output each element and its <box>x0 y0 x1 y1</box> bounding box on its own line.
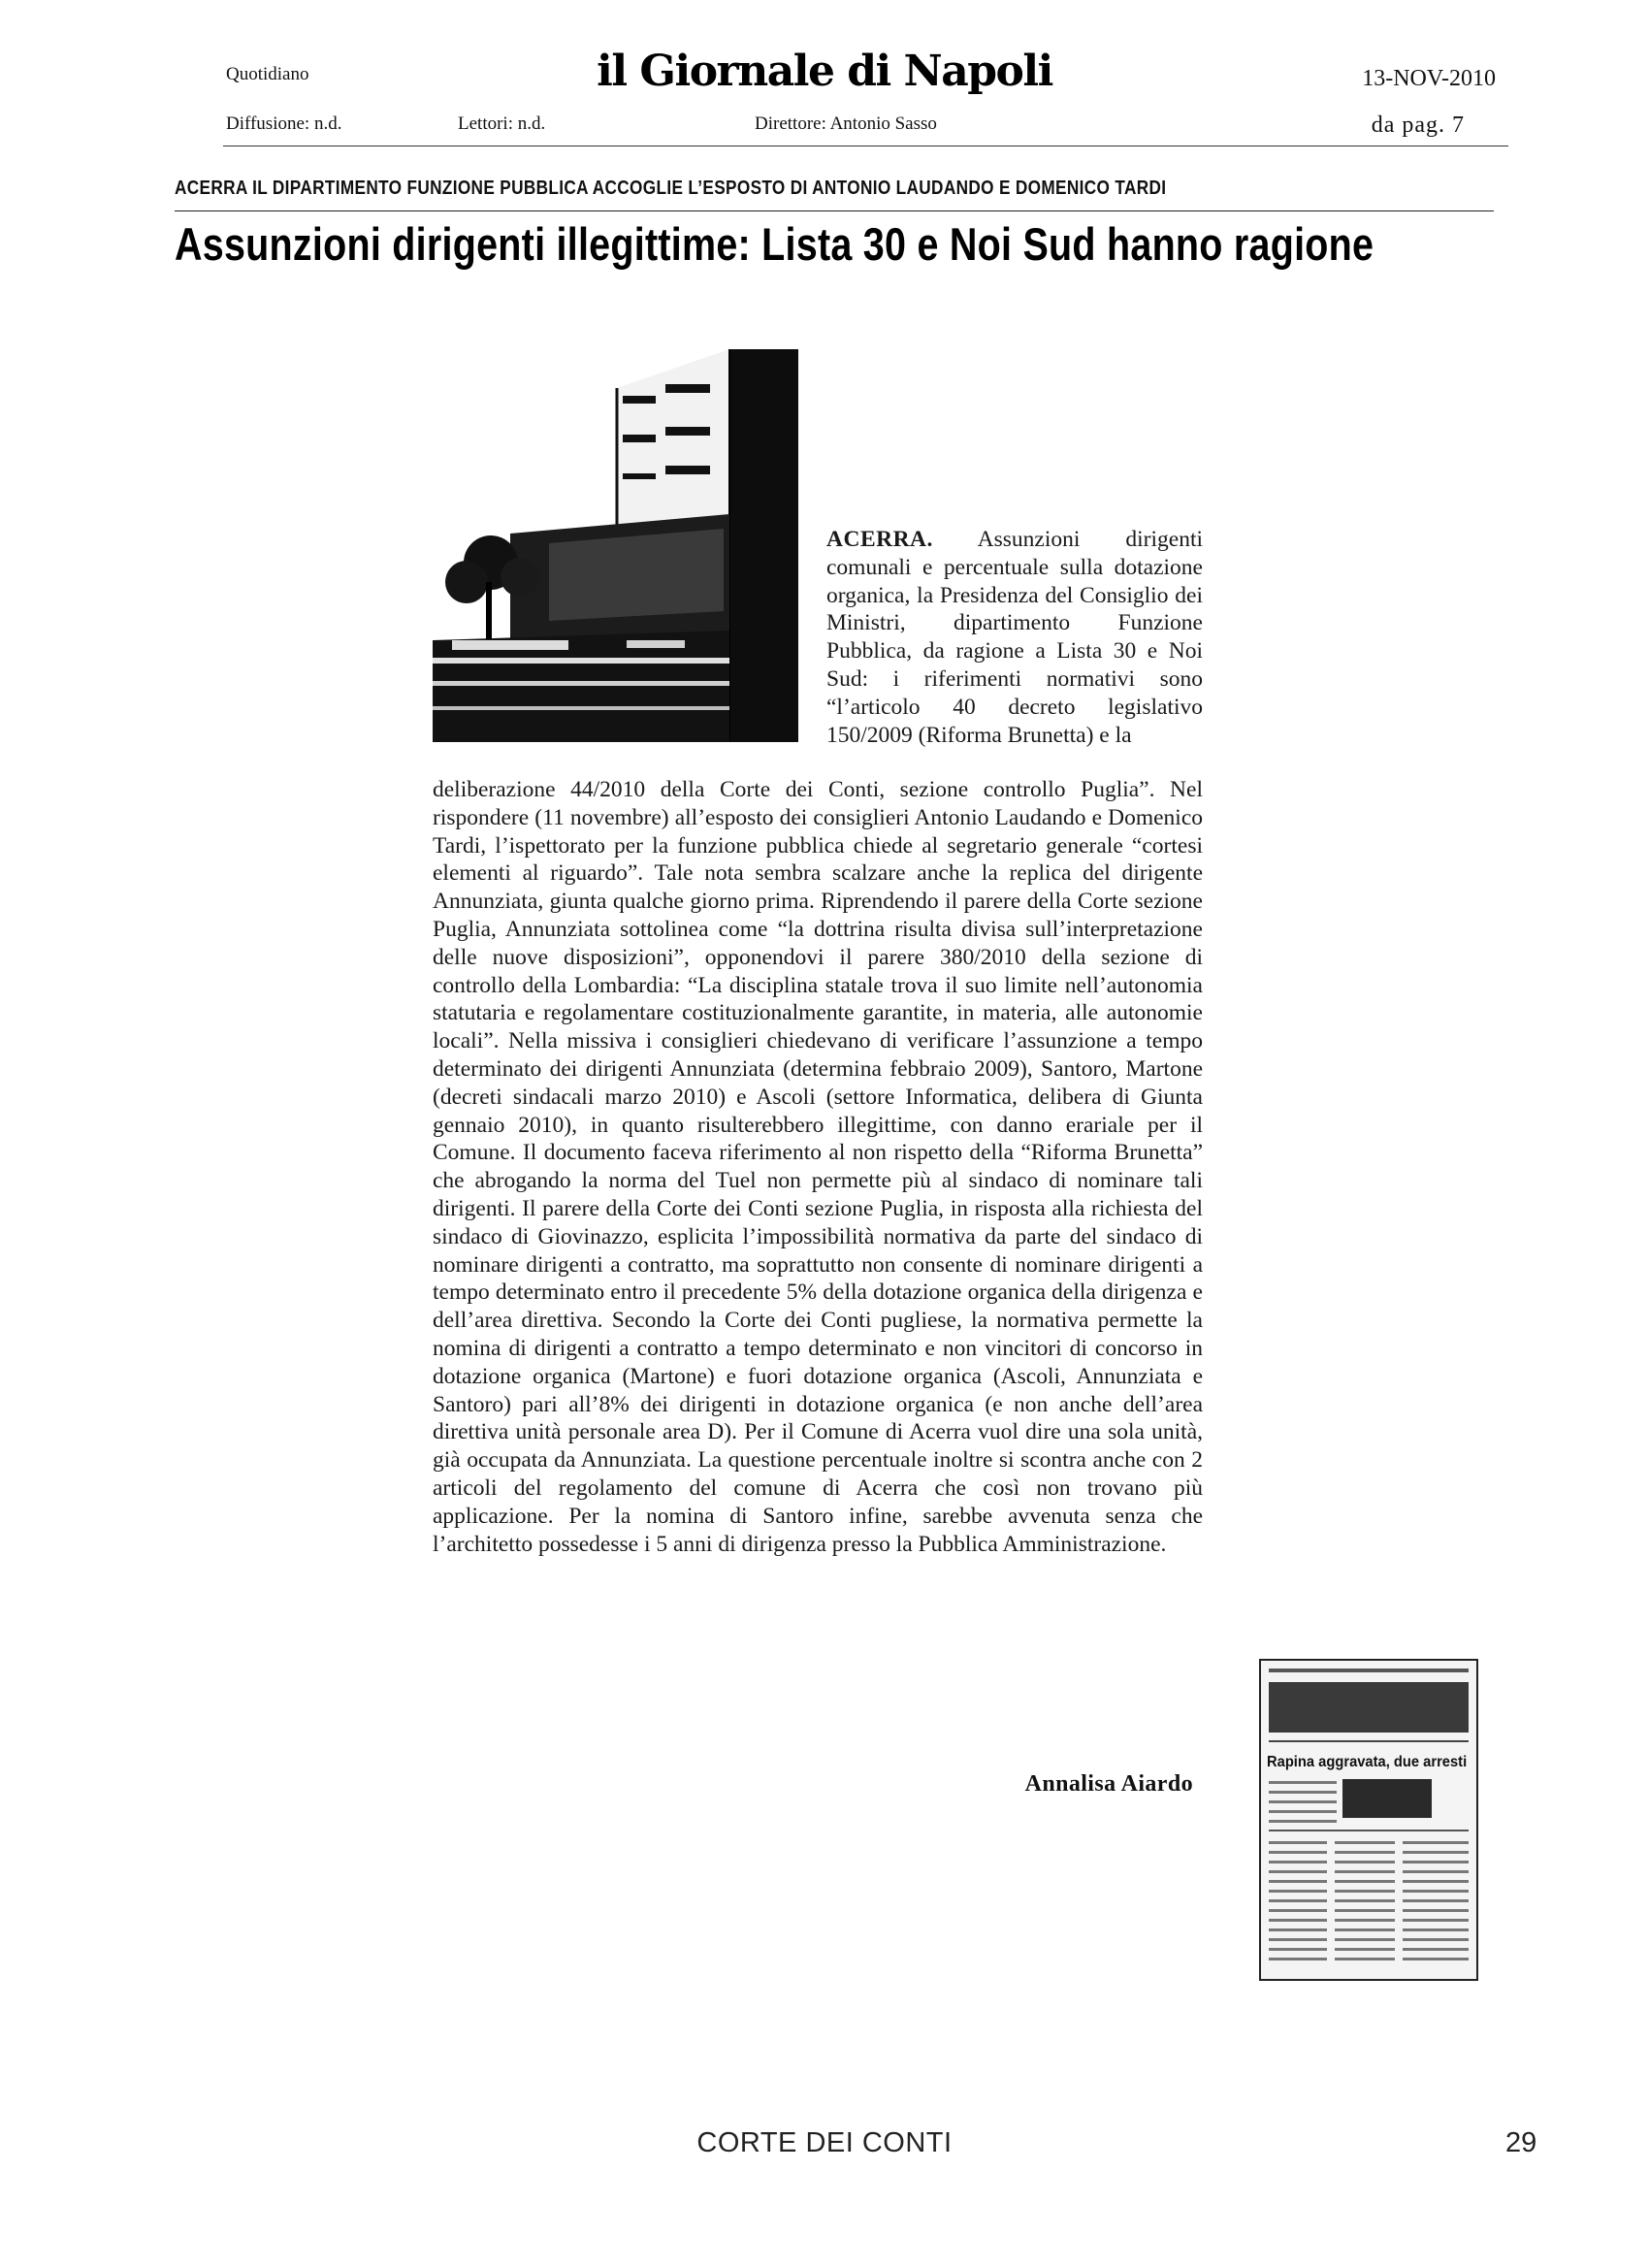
footer-page-number: 29 <box>1505 2127 1537 2158</box>
article-photo <box>433 349 798 742</box>
director-name: Antonio Sasso <box>829 113 937 134</box>
page-thumbnail <box>1259 1659 1478 1981</box>
article-author: Annalisa Aiardo <box>1024 1771 1193 1797</box>
article-lead-paragraph <box>826 526 1203 749</box>
thumbnail-image <box>1342 1779 1432 1818</box>
article-headline: Assunzioni dirigenti illegittime: Lista 30 e Noi Sud hanno ragione <box>175 218 1374 270</box>
director-label: Direttore: <box>755 113 826 134</box>
publication-type: Quotidiano <box>226 64 309 84</box>
article-kicker: ACERRA IL DIPARTIMENTO FUNZIONE PUBBLICA ACCOGLIE L’ESPOSTO DI ANTONIO LAUDANDO E DOMENICO TARDI <box>175 178 1167 199</box>
newspaper-name: il Giornale di Napoli <box>597 47 1052 96</box>
footer-title: CORTE DEI CONTI <box>696 2127 953 2158</box>
article-body: deliberazione 44/2010 della Corte dei Conti, sezione controllo Puglia”. Nel rispondere (11 novembre) all’esposto dei consiglieri Antonio Laudando e Domenico Tardi, l’ispettorato per la funzione pubblica chiede al segretario generale “cortesi elementi al riguardo”. Tale nota sembra scalzare anche la replica del dirigente Annunziata, giunta qualche giorno prima. Riprendendo il parere della Corte sezione Puglia, Annunziata sottolinea come “la dottrina risulta divisa sull’interpretazione delle nuove disposizioni”, opponendovi il parere 380/2010 della sezione di controllo della Lombardia: “La disciplina statale trova il suo limite nell’autonomia statutaria e regolamentare costituzionalmente garantite, in materia, alle autonomie locali”. Nella missiva i consiglieri chiedevano di verificare l’assunzione a tempo determinato dei dirigenti Annunziata (determina febbraio 2009), Santoro, Martone (decreti sindacali marzo 2010) e Ascoli (settore Informatica, delibera di Giunta gennaio 2010), in quanto risulterebbero illegittime, con danno erariale per il Comune. Il documento faceva riferimento al non rispetto della “Riforma Brunetta” che abrogando la norma del Tuel non permette più al sindaco di nominare tali dirigenti. Il parere della Corte dei Conti sezione Puglia, in risposta alla richiesta del sindaco di Giovinazzo, esplicita l’impossibilità normativa da parte del sindaco di nominare dirigenti a contratto, ma soprattutto non consente di nominare dirigenti a tempo determinato entro il precedente 5% della dotazione organica della dirigenza e dell’area direttiva. Secondo la Corte dei Conti pugliese, la normativa permette la nomina di dirigenti a contratto a tempo determinato e non vincitori di concorso in dotazione organica (Martone) e fuori dotazione organica (Ascoli, Annunziata e Santoro) pari all’8% dei dirigenti in dotazione organica (e non anche dell’area direttiva unità personale area D). Per il Comune di Acerra vuol dire una sola unità, già occupata da Annunziata. La questione percentuale inoltre si scontra anche con 2 articoli del regolamento del comune di Acerra che così non trovano più applicazione. Per la nomina di Santoro infine, sarebbe avvenuta senza che l’architetto possedesse i 5 anni di dirigenza presso la Pubblica Amministrazione. <box>433 777 1203 1557</box>
thumbnail-headline: Rapina aggravata, due arresti <box>1267 1754 1468 1770</box>
publication-date: 13-NOV-2010 <box>1362 66 1496 91</box>
readers-info: Lettori: n.d. <box>458 113 546 134</box>
director-info <box>755 113 937 135</box>
diffusion-info: Diffusione: n.d. <box>226 113 342 134</box>
page-reference: da pag. 7 <box>1371 113 1465 138</box>
thumbnail-header-band <box>1269 1682 1469 1733</box>
lead-dateline: ACERRA. <box>826 527 933 552</box>
lead-text: Assunzioni dirigenti comunali e percentuale sulla dotazione organica, la Presidenza del Consiglio dei Ministri, dipartimento Funzione Pubblica, da ragione a Lista 30 e Noi Sud: i riferimenti normativi sono “l’articolo 40 decreto legislativo 150/2009 (Riforma Brunetta) e la <box>826 527 1203 748</box>
